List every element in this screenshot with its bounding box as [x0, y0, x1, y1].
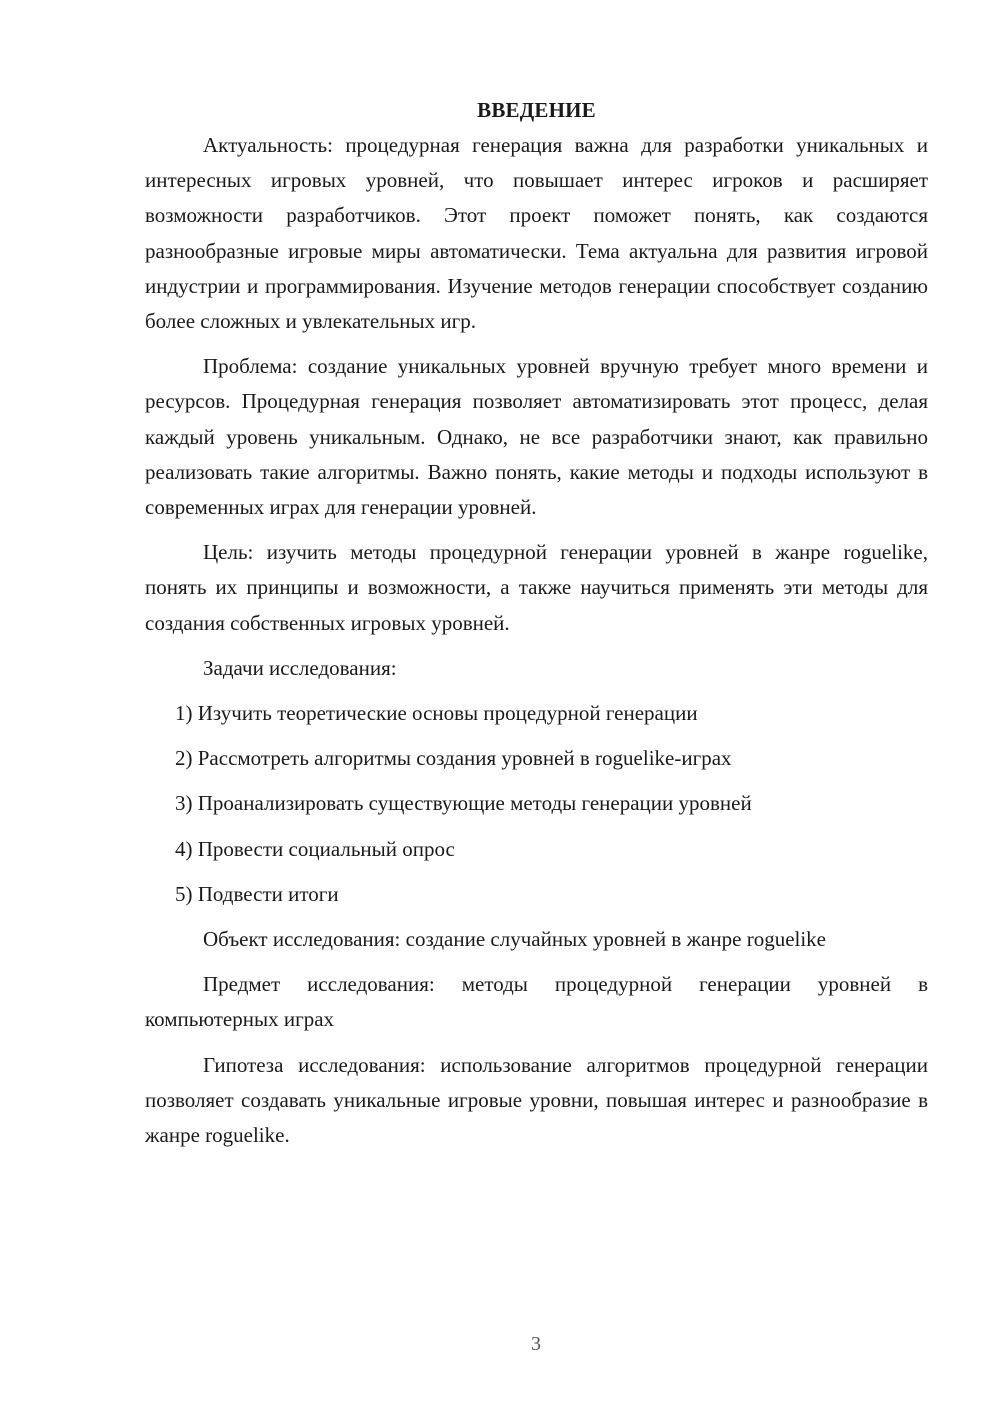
page-number: 3: [531, 1333, 541, 1355]
task-item: 5) Подвести итоги: [175, 881, 339, 906]
document-page: [145, 92, 928, 1163]
subject-paragraph: Предмет исследования: методы процедурной генерации уровней в компьютерных играх: [145, 972, 928, 1032]
task-list: [145, 696, 928, 912]
task-item: 3) Проанализировать существующие методы генерации уровней: [175, 791, 752, 816]
relevance-paragraph: Актуальность: процедурная генерация важна для разработки уникальных и интересных игровых уровней, что повышает интерес игроков и расширяет возможности разработчиков. Этот проект поможет понять, как создаются разнообразные игровые миры автоматически. Тема актуальна для развития игровой индустрии и программирования. Изучение методов генерации способствует созданию более сложных и увлекательных игр.: [145, 133, 928, 334]
hypothesis-paragraph: Гипотеза исследования: использование алгоритмов процедурной генерации позволяет создавать уникальные игровые уровни, повышая интерес и разнообразие в жанре roguelike.: [145, 1052, 928, 1148]
task-item: 2) Рассмотреть алгоритмы создания уровней в roguelike-играх: [175, 746, 732, 771]
tasks-heading: Задачи исследования:: [203, 655, 397, 680]
section-title: ВВЕДЕНИЕ: [477, 98, 596, 122]
task-item: 1) Изучить теоретические основы процедурной генерации: [175, 701, 698, 726]
problem-paragraph: Проблема: создание уникальных уровней вручную требует много времени и ресурсов. Процедурная генерация позволяет автоматизировать этот процесс, делая каждый уровень уникальным. Однако, не все разработчики знают, как правильно реализовать такие алгоритмы. Важно понять, какие методы и подходы используют в современных играх для генерации уровней.: [145, 354, 928, 520]
task-item: 4) Провести социальный опрос: [175, 836, 455, 861]
goal-paragraph: Цель: изучить методы процедурной генерации уровней в жанре roguelike, понять их принципы и возможности, а также научиться применять эти методы для создания собственных игровых уровней.: [145, 540, 928, 635]
object-paragraph: Объект исследования: создание случайных уровней в жанре roguelike: [203, 927, 827, 952]
